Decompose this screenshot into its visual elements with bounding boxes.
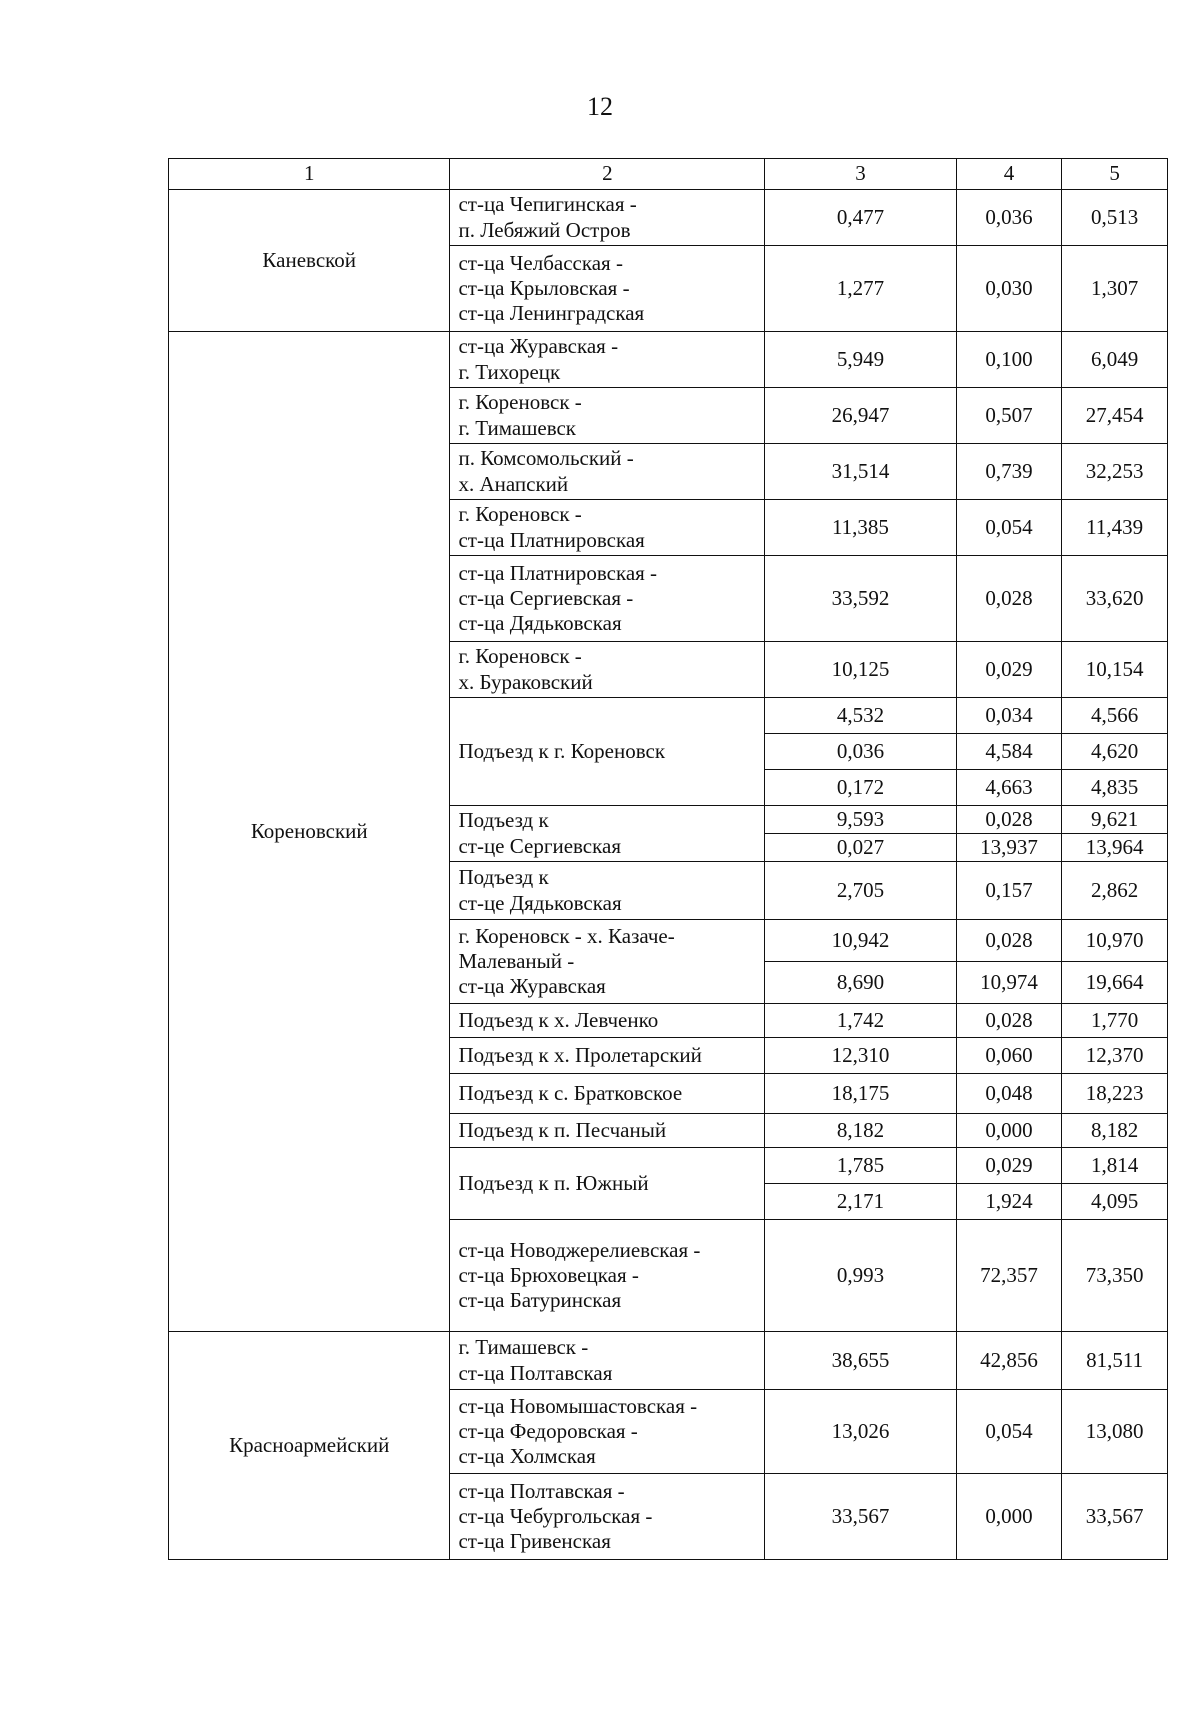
road-name-line: х. Бураковский: [458, 669, 593, 694]
road-name-line: ст-ца Новомышастовская -: [458, 1393, 698, 1418]
total-value: 10,154: [1062, 642, 1168, 698]
length-value: 1,277: [765, 246, 956, 332]
road-name: [450, 862, 765, 920]
road-name-line: ст-ца Полтавская -: [458, 1478, 625, 1503]
column-header-2: 2: [450, 159, 765, 190]
length-value: 38,655: [765, 1332, 956, 1390]
column-header-4: 4: [956, 159, 1062, 190]
road-name: [450, 246, 765, 332]
district-name: Красноармейский: [169, 1332, 450, 1560]
added-value: 13,937: [956, 834, 1062, 862]
road-name-line: ст-ца Крыловская -: [458, 275, 630, 300]
road-name-line: п. Комсомольский -: [458, 446, 634, 471]
road-name: [450, 1220, 765, 1332]
added-value: 0,048: [956, 1074, 1062, 1114]
road-name: [450, 1004, 765, 1038]
road-name-line: ст-ца Полтавская: [458, 1360, 613, 1385]
added-value: 42,856: [956, 1332, 1062, 1390]
road-name-line: Малеваный -: [458, 948, 575, 973]
total-value: 4,095: [1062, 1184, 1168, 1220]
road-name: [450, 388, 765, 444]
road-name-line: г. Кореновск -: [458, 390, 582, 415]
added-value: 0,036: [956, 190, 1062, 246]
table-row: [169, 332, 1168, 388]
length-value: 0,993: [765, 1220, 956, 1332]
total-value: 18,223: [1062, 1074, 1168, 1114]
road-name-line: ст-це Дядьковская: [458, 890, 622, 915]
total-value: 4,835: [1062, 770, 1168, 806]
road-name: [450, 500, 765, 556]
added-value: 0,507: [956, 388, 1062, 444]
road-name-line: г. Тимашевск: [458, 415, 577, 440]
added-value: 0,054: [956, 500, 1062, 556]
road-name-line: Подъезд к х. Пролетарский: [458, 1042, 702, 1067]
length-value: 9,593: [765, 806, 956, 834]
length-value: 10,942: [765, 920, 956, 962]
road-name: [450, 642, 765, 698]
table-row: [169, 1332, 1168, 1390]
road-name-line: ст-ца Дядьковская: [458, 611, 622, 636]
added-value: 1,924: [956, 1184, 1062, 1220]
road-name: [450, 920, 765, 1004]
road-name-line: ст-ца Чепигинская -: [458, 192, 637, 217]
added-value: 0,000: [956, 1114, 1062, 1148]
total-value: 0,513: [1062, 190, 1168, 246]
total-value: 8,182: [1062, 1114, 1168, 1148]
road-name-line: Подъезд к: [458, 865, 549, 890]
total-value: 13,964: [1062, 834, 1168, 862]
district-name: Кореновский: [169, 332, 450, 1332]
length-value: 0,027: [765, 834, 956, 862]
road-name: [450, 1474, 765, 1560]
length-value: 11,385: [765, 500, 956, 556]
length-value: 0,036: [765, 734, 956, 770]
road-table: [168, 158, 1168, 1560]
column-header-5: 5: [1062, 159, 1168, 190]
total-value: 12,370: [1062, 1038, 1168, 1074]
length-value: 0,477: [765, 190, 956, 246]
road-name: [450, 1148, 765, 1220]
added-value: 0,030: [956, 246, 1062, 332]
total-value: 1,307: [1062, 246, 1168, 332]
column-header-3: 3: [765, 159, 956, 190]
added-value: 0,028: [956, 556, 1062, 642]
length-value: 12,310: [765, 1038, 956, 1074]
road-name-line: ст-ца Холмская: [458, 1444, 596, 1469]
length-value: 13,026: [765, 1390, 956, 1474]
road-name-line: Подъезд к г. Кореновск: [458, 738, 666, 763]
road-name-line: ст-ца Платнировская -: [458, 560, 658, 585]
road-name: [450, 698, 765, 806]
added-value: 0,029: [956, 1148, 1062, 1184]
road-name: [450, 1332, 765, 1390]
table-body: [169, 190, 1168, 1560]
road-name-line: Подъезд к х. Левченко: [458, 1007, 659, 1032]
length-value: 33,567: [765, 1474, 956, 1560]
length-value: 2,705: [765, 862, 956, 920]
length-value: 1,742: [765, 1004, 956, 1038]
added-value: 0,060: [956, 1038, 1062, 1074]
road-name-line: г. Тимашевск -: [458, 1335, 589, 1360]
length-value: 1,785: [765, 1148, 956, 1184]
added-value: 0,028: [956, 920, 1062, 962]
column-header-1: 1: [169, 159, 450, 190]
added-value: 0,028: [956, 1004, 1062, 1038]
road-name-line: г. Кореновск - х. Казаче-: [458, 923, 675, 948]
total-value: 32,253: [1062, 444, 1168, 500]
road-name: [450, 806, 765, 862]
page-number: 12: [587, 92, 613, 121]
added-value: 4,663: [956, 770, 1062, 806]
road-name-line: ст-ца Челбасская -: [458, 250, 623, 275]
length-value: 4,532: [765, 698, 956, 734]
total-value: 81,511: [1062, 1332, 1168, 1390]
road-name-line: ст-ца Журавская: [458, 974, 606, 999]
road-name: [450, 1074, 765, 1114]
road-name-line: п. Лебяжий Остров: [458, 217, 631, 242]
total-value: 33,567: [1062, 1474, 1168, 1560]
road-name-line: ст-ца Чебургольская -: [458, 1503, 653, 1528]
added-value: 72,357: [956, 1220, 1062, 1332]
total-value: 73,350: [1062, 1220, 1168, 1332]
length-value: 2,171: [765, 1184, 956, 1220]
road-name-line: Подъезд к с. Братковское: [458, 1080, 683, 1105]
added-value: 0,034: [956, 698, 1062, 734]
road-name-line: Подъезд к п. Южный: [458, 1170, 649, 1195]
total-value: 9,621: [1062, 806, 1168, 834]
district-name: Каневской: [169, 190, 450, 332]
road-name-line: Подъезд к: [458, 808, 549, 833]
total-value: 6,049: [1062, 332, 1168, 388]
total-value: 1,770: [1062, 1004, 1168, 1038]
road-name-line: г. Тихорецк: [458, 359, 561, 384]
road-name: [450, 444, 765, 500]
length-value: 33,592: [765, 556, 956, 642]
length-value: 0,172: [765, 770, 956, 806]
total-value: 27,454: [1062, 388, 1168, 444]
length-value: 18,175: [765, 1074, 956, 1114]
total-value: 4,566: [1062, 698, 1168, 734]
table-row: [169, 190, 1168, 246]
road-name: [450, 1390, 765, 1474]
added-value: 0,029: [956, 642, 1062, 698]
road-name-line: ст-ца Журавская -: [458, 334, 619, 359]
added-value: 0,054: [956, 1390, 1062, 1474]
road-name: [450, 1114, 765, 1148]
road-name-line: ст-ца Федоровская -: [458, 1418, 638, 1443]
added-value: 0,028: [956, 806, 1062, 834]
total-value: 2,862: [1062, 862, 1168, 920]
road-name-line: ст-це Сергиевская: [458, 833, 621, 858]
total-value: 11,439: [1062, 500, 1168, 556]
total-value: 10,970: [1062, 920, 1168, 962]
length-value: 8,182: [765, 1114, 956, 1148]
added-value: 0,157: [956, 862, 1062, 920]
road-name-line: г. Кореновск -: [458, 644, 582, 669]
road-name-line: ст-ца Батуринская: [458, 1288, 622, 1313]
length-value: 10,125: [765, 642, 956, 698]
road-name: [450, 1038, 765, 1074]
total-value: 19,664: [1062, 962, 1168, 1004]
road-name-line: ст-ца Новоджерелиевская -: [458, 1237, 701, 1262]
length-value: 5,949: [765, 332, 956, 388]
road-name-line: ст-ца Ленинградская: [458, 301, 645, 326]
total-value: 4,620: [1062, 734, 1168, 770]
added-value: 0,739: [956, 444, 1062, 500]
road-name-line: ст-ца Платнировская: [458, 527, 645, 552]
road-name: [450, 190, 765, 246]
added-value: 0,000: [956, 1474, 1062, 1560]
road-name: [450, 556, 765, 642]
length-value: 31,514: [765, 444, 956, 500]
road-name: [450, 332, 765, 388]
total-value: 13,080: [1062, 1390, 1168, 1474]
road-name-line: ст-ца Брюховецкая -: [458, 1262, 639, 1287]
road-name-line: х. Анапский: [458, 471, 569, 496]
added-value: 4,584: [956, 734, 1062, 770]
road-name-line: г. Кореновск -: [458, 502, 582, 527]
road-name-line: ст-ца Гривенская: [458, 1529, 611, 1554]
total-value: 1,814: [1062, 1148, 1168, 1184]
total-value: 33,620: [1062, 556, 1168, 642]
road-name-line: Подъезд к п. Песчаный: [458, 1117, 667, 1142]
added-value: 0,100: [956, 332, 1062, 388]
header-row: [169, 159, 1168, 190]
road-name-line: ст-ца Сергиевская -: [458, 585, 634, 610]
length-value: 26,947: [765, 388, 956, 444]
added-value: 10,974: [956, 962, 1062, 1004]
length-value: 8,690: [765, 962, 956, 1004]
